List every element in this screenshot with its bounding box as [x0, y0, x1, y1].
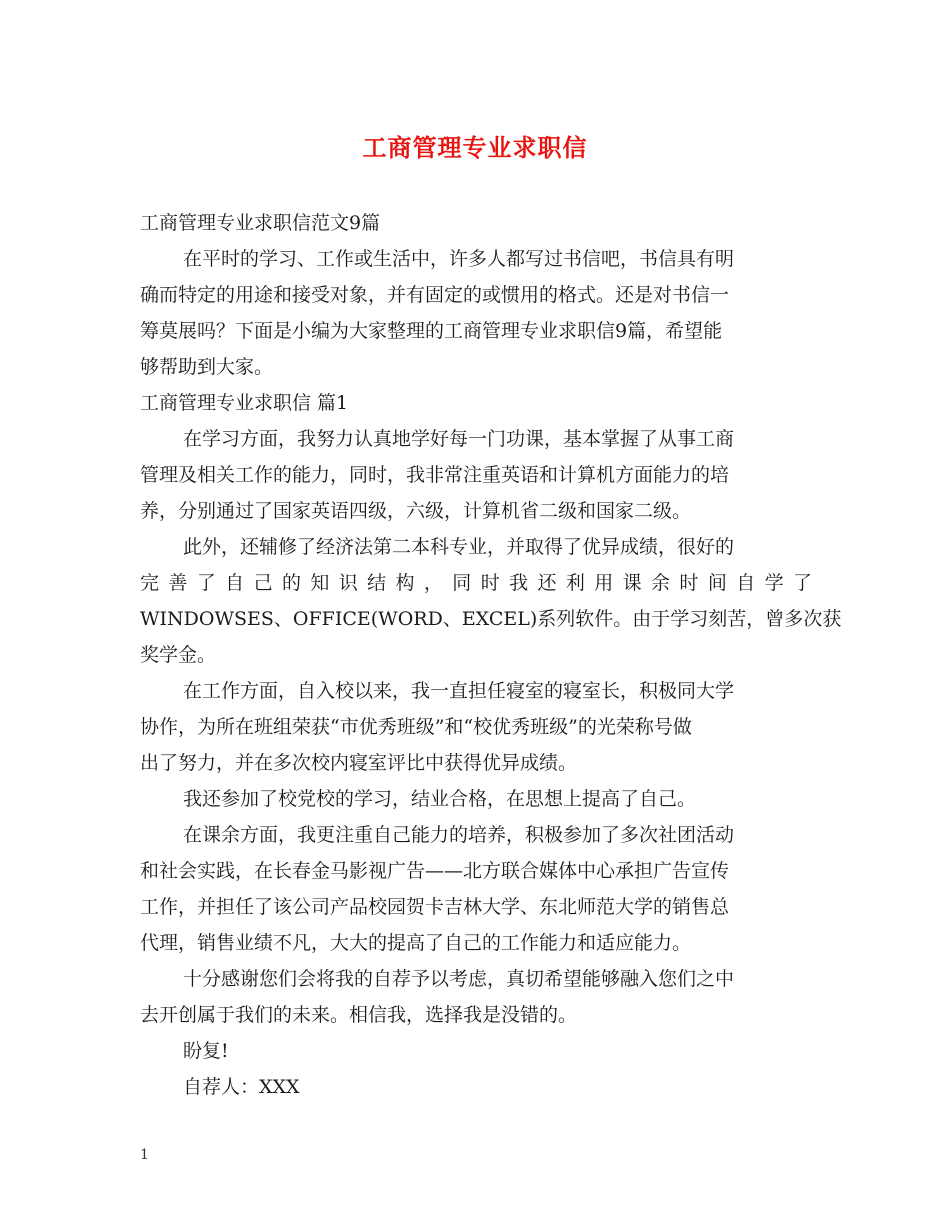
- body-line: 我还参加了校党校的学习，结业合格，在思想上提高了自己。: [183, 788, 697, 810]
- body-line: 十分感谢您们会将我的自荐予以考虑，真切希望能够融入您们之中: [183, 968, 735, 990]
- page-number: 1: [140, 1147, 149, 1163]
- body-line: 和社会实践，在长春金马影视广告——北方联合媒体中心承担广告宣传: [140, 860, 730, 882]
- body-line: 管理及相关工作的能力，同时，我非常注重英语和计算机方面能力的培: [140, 464, 730, 486]
- body-line: 在学习方面，我努力认真地学好每一门功课，基本掌握了从事工商: [183, 428, 735, 450]
- body-line: 工商管理专业求职信 篇1: [140, 392, 349, 414]
- body-line: 在工作方面，自入校以来，我一直担任寝室的寝室长，积极同大学: [183, 680, 735, 702]
- body-line: 在课余方面，我更注重自己能力的培养，积极参加了多次社团活动: [183, 824, 735, 846]
- body-line: 协作，为所在班组荣获“市优秀班级”和“校优秀班级”的光荣称号做: [140, 716, 692, 738]
- body-line: 筹莫展吗？下面是小编为大家整理的工商管理专业求职信9篇，希望能: [140, 320, 723, 342]
- body-line: 代理，销售业绩不凡，大大的提高了自己的工作能力和适应能力。: [140, 932, 692, 954]
- document-title: 工商管理专业求职信: [362, 133, 588, 162]
- body-line: 奖学金。: [140, 644, 217, 666]
- body-line: 完 善 了 自 己 的 知 识 结 构 ， 同 时 我 还 利 用 课 余 时 间 自 学 了: [140, 572, 812, 594]
- body-line: 确而特定的用途和接受对象，并有固定的或惯用的格式。还是对书信一: [140, 284, 730, 306]
- body-line: 够帮助到大家。: [140, 356, 274, 378]
- body-line: 工作，并担任了该公司产品校园贺卡吉林大学、东北师范大学的销售总: [140, 896, 730, 918]
- body-line: 去开创属于我们的未来。相信我，选择我是没错的。: [140, 1004, 578, 1026]
- body-line: WINDOWSES、OFFICE(WORD、EXCEL)系列软件。由于学习刻苦，曾多次获: [140, 608, 842, 630]
- body-line: 养，分别通过了国家英语四级，六级，计算机省二级和国家二级。: [140, 500, 692, 522]
- body-line: 自荐人：XXX: [183, 1076, 300, 1098]
- body-line: 盼复!: [183, 1040, 229, 1062]
- body-line: 此外，还辅修了经济法第二本科专业，并取得了优异成绩，很好的: [183, 536, 735, 558]
- body-line: 工商管理专业求职信范文9篇: [140, 212, 381, 234]
- document-body: [140, 205, 842, 1105]
- body-line: 在平时的学习、工作或生活中，许多人都写过书信吧，书信具有明: [183, 248, 735, 270]
- body-line: 出了努力，并在多次校内寝室评比中获得优异成绩。: [140, 752, 578, 774]
